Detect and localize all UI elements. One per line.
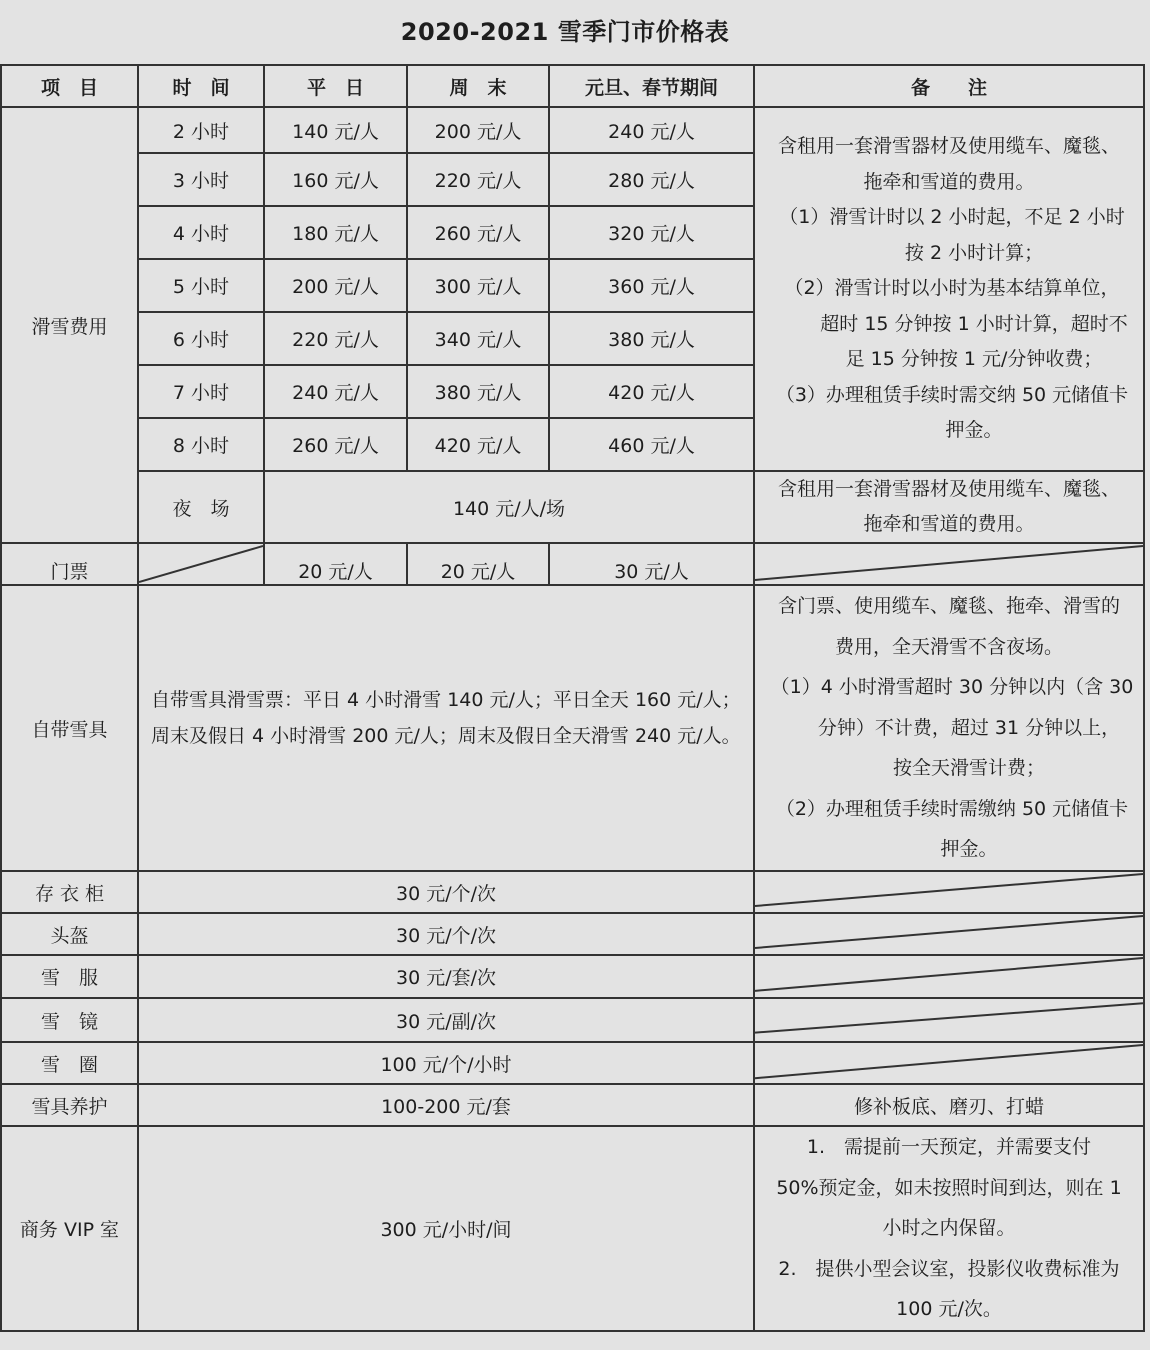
slash-line-icon: [755, 872, 1143, 912]
night-price: 140 元/人/场: [264, 471, 754, 543]
item-price: 30 元/副/次: [138, 998, 754, 1042]
empty-cell-slash: [138, 543, 264, 585]
ski-time: 4 小时: [138, 206, 264, 259]
slash-line-icon: [139, 544, 263, 584]
maintenance-price: 100-200 元/套: [138, 1084, 754, 1126]
note-line: 100 元/次。: [896, 1298, 1002, 1321]
ski-time: 2 小时: [138, 107, 264, 153]
ski-time: 5 小时: [138, 259, 264, 312]
ticket-weekday: 20 元/人: [264, 543, 407, 585]
ski-weekend: 300 元/人: [407, 259, 549, 312]
header-row: [1, 65, 1144, 107]
item-price: 100 元/个/小时: [138, 1042, 754, 1084]
item-label: 雪 镜: [1, 998, 138, 1042]
note-line: 含租用一套滑雪器材及使用缆车、魔毯、: [777, 478, 1120, 500]
note-line: 费用，全天滑雪不含夜场。: [834, 635, 1063, 658]
ski-weekday: 240 元/人: [264, 365, 407, 418]
note-line: （2）办理租赁手续时需缴纳 50 元储值卡: [775, 797, 1129, 820]
ski-weekend: 420 元/人: [407, 418, 549, 471]
empty-cell-slash: [754, 913, 1144, 955]
ski-time: 8 小时: [138, 418, 264, 471]
note-line: 拖牵和雪道的费用。: [863, 513, 1035, 535]
own-gear-label: 自带雪具: [1, 585, 138, 871]
ski-weekend: 380 元/人: [407, 365, 549, 418]
ski-fee-label: 滑雪费用: [1, 107, 138, 543]
header-notes: 备 注: [754, 65, 1144, 107]
ski-holiday: 380 元/人: [549, 312, 754, 365]
note-line: 分钟）不计费，超过 31 分钟以上，: [817, 716, 1121, 739]
note-line: 超时 15 分钟按 1 小时计算，超时不: [820, 312, 1128, 335]
table-row: [1, 955, 1144, 998]
maintenance-note: 修补板底、磨刃、打蜡: [754, 1084, 1144, 1126]
empty-cell-slash: [754, 1042, 1144, 1084]
empty-cell-slash: [754, 998, 1144, 1042]
note-line: 拖牵和雪道的费用。: [863, 170, 1035, 193]
ski-weekday: 200 元/人: [264, 259, 407, 312]
maintenance-row: [1, 1084, 1144, 1126]
table-row: [1, 107, 1144, 153]
header-weekday: 平 日: [264, 65, 407, 107]
slash-line-icon: [755, 914, 1143, 954]
ski-notes: [754, 107, 1144, 471]
slash-line-icon: [755, 999, 1143, 1041]
slash-line-icon: [755, 956, 1143, 997]
note-line: 50%预定金，如未按照时间到达，则在 1: [776, 1176, 1122, 1199]
price-table: [0, 64, 1145, 1332]
ski-holiday: 360 元/人: [549, 259, 754, 312]
ski-time: 7 小时: [138, 365, 264, 418]
note-line: 含门票、使用缆车、魔毯、拖牵、滑雪的: [777, 595, 1120, 618]
item-label: 头盔: [1, 913, 138, 955]
note-line: 押金。: [945, 419, 1003, 442]
ski-weekday: 220 元/人: [264, 312, 407, 365]
night-row: [1, 471, 1144, 543]
ski-holiday: 280 元/人: [549, 153, 754, 206]
ski-weekday: 260 元/人: [264, 418, 407, 471]
empty-cell-slash: [754, 871, 1144, 913]
ski-holiday: 460 元/人: [549, 418, 754, 471]
ski-weekday: 180 元/人: [264, 206, 407, 259]
ski-weekend: 340 元/人: [407, 312, 549, 365]
item-label: 雪 服: [1, 955, 138, 998]
slash-line-icon: [755, 544, 1143, 584]
night-notes: [754, 471, 1144, 543]
ticket-label: 门票: [1, 543, 138, 585]
note-line: 足 15 分钟按 1 元/分钟收费；: [845, 348, 1103, 371]
note-line: （1）4 小时滑雪超时 30 分钟以内（含 30: [770, 676, 1134, 699]
item-price: 30 元/个/次: [138, 871, 754, 913]
vip-price: 300 元/小时/间: [138, 1126, 754, 1331]
ticket-holiday: 30 元/人: [549, 543, 754, 585]
table-row: [1, 998, 1144, 1042]
header-holiday: 元旦、春节期间: [549, 65, 754, 107]
own-gear-notes: [754, 585, 1144, 871]
item-price: 30 元/个/次: [138, 913, 754, 955]
ticket-row: [1, 543, 1144, 585]
note-line: （1）滑雪计时以 2 小时起，不足 2 小时: [779, 206, 1125, 229]
header-weekend: 周 末: [407, 65, 549, 107]
note-line: 2. 提供小型会议室，投影仪收费标准为: [778, 1257, 1120, 1280]
own-gear-text-cell: [138, 585, 754, 871]
own-gear-row: [1, 585, 1144, 871]
ticket-weekend: 20 元/人: [407, 543, 549, 585]
table-row: [1, 1042, 1144, 1084]
note-line: 押金。: [940, 838, 998, 861]
note-line: 1. 需提前一天预定，并需要支付: [806, 1136, 1092, 1159]
vip-row: [1, 1126, 1144, 1331]
note-line: 按 2 小时计算；: [904, 241, 1044, 264]
ski-weekday: 160 元/人: [264, 153, 407, 206]
ski-holiday: 320 元/人: [549, 206, 754, 259]
ski-weekday: 140 元/人: [264, 107, 407, 153]
night-label: 夜 场: [138, 471, 264, 543]
note-line: 按全天滑雪计费；: [892, 757, 1045, 780]
vip-label: 商务 VIP 室: [1, 1126, 138, 1331]
vip-notes: [754, 1126, 1144, 1331]
slash-line-icon: [755, 1043, 1143, 1083]
page-title: 2020-2021 雪季门市价格表: [400, 18, 730, 46]
empty-cell-slash: [754, 543, 1144, 585]
empty-cell-slash: [754, 955, 1144, 998]
ski-holiday: 420 元/人: [549, 365, 754, 418]
ski-time: 6 小时: [138, 312, 264, 365]
header-time: 时 间: [138, 65, 264, 107]
table-row: [1, 913, 1144, 955]
note-line: （3）办理租赁手续时需交纳 50 元储值卡: [775, 383, 1129, 406]
item-price: 30 元/套/次: [138, 955, 754, 998]
own-gear-text: 自带雪具滑雪票：平日 4 小时滑雪 140 元/人；平日全天 160 元/人；周末及假日 4 小时滑雪 200 元/人；周末及假日全天滑雪 240 元/人。: [151, 689, 741, 747]
item-label: 雪 圈: [1, 1042, 138, 1084]
ski-weekend: 260 元/人: [407, 206, 549, 259]
ski-weekend: 220 元/人: [407, 153, 549, 206]
item-label: 存 衣 柜: [1, 871, 138, 913]
ski-time: 3 小时: [138, 153, 264, 206]
note-line: （2）滑雪计时以小时为基本结算单位，: [784, 277, 1120, 300]
note-line: 小时之内保留。: [882, 1217, 1016, 1240]
ski-weekend: 200 元/人: [407, 107, 549, 153]
header-item: 项 目: [1, 65, 138, 107]
table-row: [1, 871, 1144, 913]
note-line: 含租用一套滑雪器材及使用缆车、魔毯、: [777, 135, 1120, 158]
maintenance-label: 雪具养护: [1, 1084, 138, 1126]
ski-holiday: 240 元/人: [549, 107, 754, 153]
